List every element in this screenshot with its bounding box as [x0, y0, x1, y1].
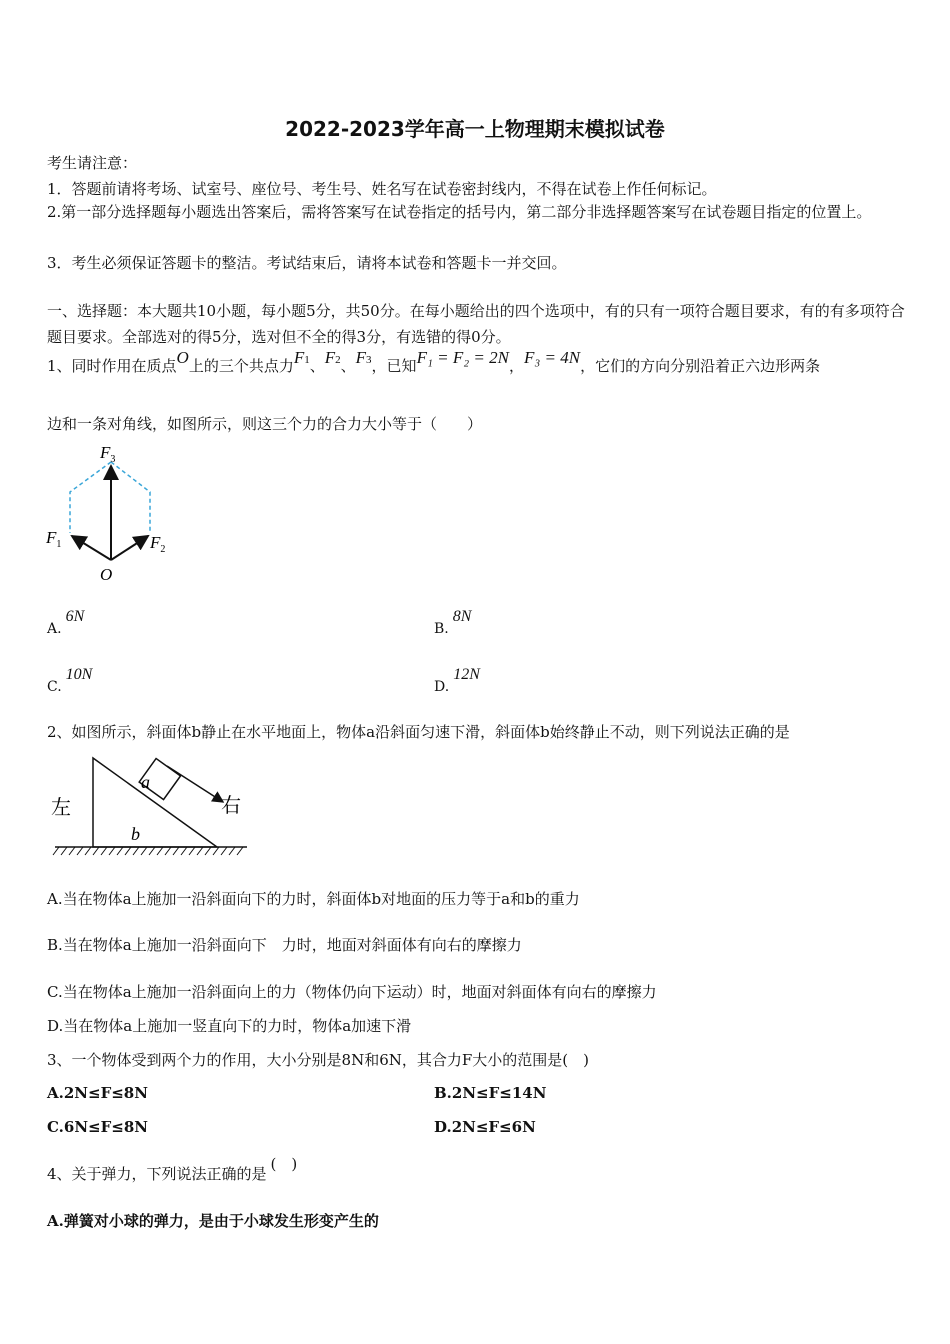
- q1-option-c[interactable]: C.10N: [47, 666, 93, 695]
- q3-option-c[interactable]: C.6N≤F≤8N: [47, 1118, 148, 1136]
- q1-f2: F2: [324, 348, 341, 367]
- page-title: 2022-2023学年高一上物理期末模拟试卷: [285, 117, 665, 141]
- q4-stem-text: 4、关于弹力，下列说法正确的是: [47, 1165, 267, 1183]
- question-4-stem: [47, 1155, 298, 1184]
- notice-item-3: 3．考生必须保证答题卡的整洁。考试结束后，请将本试卷和答题卡一并交回。: [47, 254, 567, 272]
- q1-sep1: 、: [309, 357, 325, 375]
- notice-item-1: 1．答题前请将考场、试室号、座位号、考生号、姓名写在试卷密封线内，不得在试卷上作任何标记。: [47, 180, 717, 198]
- q3-option-d[interactable]: D.2N≤F≤6N: [434, 1118, 536, 1136]
- question-2-stem: 2、如图所示，斜面体b静止在水平地面上，物体a沿斜面匀速下滑，斜面体b始终静止不动，则下列说法正确的是: [47, 723, 790, 741]
- question-3-stem: 3、一个物体受到两个力的作用，大小分别是8N和6N，其合力F大小的范围是( ): [47, 1051, 589, 1069]
- label-a: a: [141, 772, 150, 792]
- q3-option-b[interactable]: B.2N≤F≤14N: [434, 1084, 547, 1102]
- label-f1: $F_1$: [46, 528, 62, 550]
- q4-option-a[interactable]: A.弹簧对小球的弹力，是由于小球发生形变产生的: [47, 1212, 379, 1230]
- q1-equation-2: F₃ = 4N: [523, 348, 581, 367]
- label-f3: $F_3$: [100, 443, 116, 465]
- label-right: 右: [221, 795, 241, 817]
- q1-f3: F3: [355, 348, 372, 367]
- force-f1-arrow: [72, 536, 111, 560]
- q2-option-b[interactable]: B.当在物体a上施加一沿斜面向下 力时，地面对斜面体有向右的摩擦力: [47, 936, 522, 954]
- q2-option-a[interactable]: A.当在物体a上施加一沿斜面向下的力时，斜面体b对地面的压力等于a和b的重力: [47, 890, 580, 908]
- q1-comma: ，: [508, 357, 524, 375]
- label-f2: $F_2$: [150, 533, 166, 555]
- q1-option-b[interactable]: B.8N: [434, 608, 472, 637]
- hexagon-force-diagram: [40, 440, 190, 590]
- section-heading: 一、选择题：本大题共10小题，每小题5分，共50分。在每小题给出的四个选项中，有的只有一项符合题目要求，有的有多项符合题目要求。全部选对的得5分，选对但不全的得3分，有选错的得0分。: [47, 302, 905, 346]
- label-b: b: [131, 824, 140, 844]
- q1-suffix: ，它们的方向分别沿着正六边形两条: [580, 357, 821, 375]
- q1-mid: 上的三个共点力: [188, 357, 294, 375]
- q2-option-d[interactable]: D.当在物体a上施加一竖直向下的力时，物体a加速下滑: [47, 1017, 412, 1035]
- label-o: O: [100, 565, 113, 584]
- q1-known: ，已知: [371, 357, 417, 375]
- question-1-stem-line2: 边和一条对角线，如图所示，则这三个力的合力大小等于（ ）: [47, 415, 483, 433]
- q1-equation-1: F₁ = F₂ = 2N: [416, 348, 509, 367]
- notice-item-2: 2.第一部分选择题每小题选出答案后，需将答案写在试卷指定的括号内，第二部分非选择题答案写在试卷题目指定的位置上。: [47, 203, 872, 221]
- q1-option-d[interactable]: D.12N: [434, 666, 480, 695]
- q1-option-a[interactable]: A.6N: [47, 608, 85, 637]
- ground-hatching: [53, 847, 247, 855]
- q4-answer-paren: ( ): [270, 1155, 298, 1173]
- force-f2-arrow: [111, 536, 148, 560]
- q2-option-c[interactable]: C.当在物体a上施加一沿斜面向上的力（物体仍向下运动）时，地面对斜面体有向右的摩擦力: [47, 983, 657, 1001]
- notice-heading: 考生请注意：: [47, 154, 138, 172]
- incline-diagram: [45, 752, 255, 870]
- question-1-stem: [47, 348, 821, 376]
- label-left: 左: [51, 797, 71, 819]
- q1-point-o: O: [176, 348, 189, 367]
- q1-prefix: 1、同时作用在质点: [47, 357, 177, 375]
- q3-option-a[interactable]: A.2N≤F≤8N: [47, 1084, 148, 1102]
- q1-f1: F1: [293, 348, 310, 367]
- q1-sep2: 、: [340, 357, 356, 375]
